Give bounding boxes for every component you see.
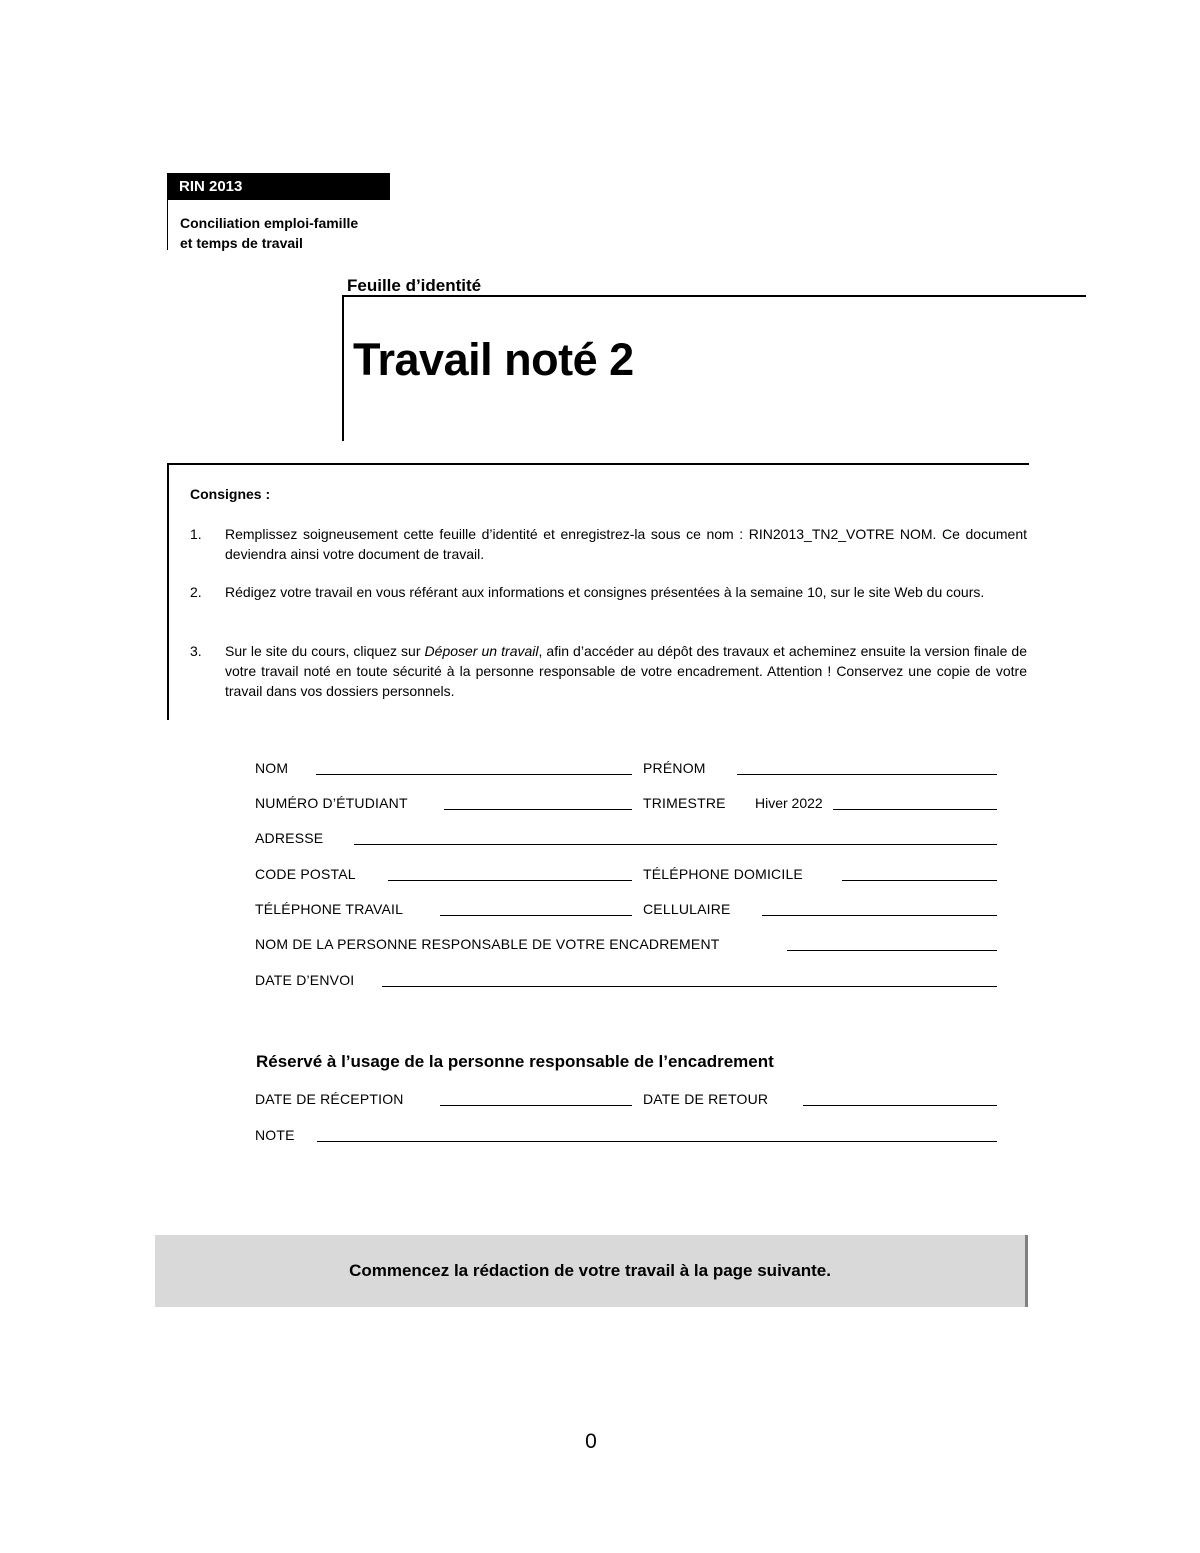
instruction-number: 1. [190,526,202,542]
date-retour-field[interactable] [803,1105,997,1106]
next-page-banner [155,1235,1028,1307]
banner-text: Commencez la rédaction de votre travail à la page suivante. [349,1261,831,1280]
nom-field[interactable] [316,774,632,775]
date-reception-field[interactable] [440,1105,632,1106]
adresse-field[interactable] [354,844,997,845]
responsable-label: NOM DE LA PERSONNE RESPONSABLE DE VOTRE ENCADREMENT [255,936,720,952]
cellulaire-label: CELLULAIRE [643,901,731,917]
course-title [167,200,390,250]
sheet-left-rule [342,295,344,441]
instruction-text-start: Sur le site du cours, cliquez sur [225,643,425,659]
instruction-item [190,641,1027,701]
adresse-label: ADRESSE [255,830,324,846]
note-label: NOTE [255,1127,295,1143]
numero-etudiant-label: NUMÉRO D’ÉTUDIANT [255,795,408,811]
code-postal-label: CODE POSTAL [255,866,356,882]
instruction-number: 3. [190,643,202,659]
deposit-link-text: Déposer un travail [424,643,539,659]
page-number: 0 [585,1430,597,1453]
date-envoi-field[interactable] [382,986,997,987]
telephone-domicile-label: TÉLÉPHONE DOMICILE [643,866,803,882]
trimestre-label: TRIMESTRE [643,795,726,811]
cellulaire-field[interactable] [762,915,997,916]
instruction-text: Rédigez votre travail en vous référant aux informations et consignes présentées à la semaine 10, sur le site Web du cours. [225,584,985,600]
consignes-left-rule [167,463,169,720]
date-envoi-label: DATE D’ENVOI [255,972,355,988]
sheet-label: Feuille d’identité [347,276,482,295]
nom-label: NOM [255,760,289,776]
reserved-heading: Réservé à l’usage de la personne responsable de l’encadrement [256,1052,774,1071]
telephone-travail-label: TÉLÉPHONE TRAVAIL [255,901,404,917]
course-title-line-2: et temps de travail [180,235,303,251]
instruction-number: 2. [190,584,202,600]
trimestre-field[interactable] [833,809,997,810]
sheet-top-rule [343,295,1086,297]
date-reception-label: DATE DE RÉCEPTION [255,1091,404,1107]
numero-etudiant-field[interactable] [444,809,632,810]
code-postal-field[interactable] [388,880,632,881]
telephone-domicile-field[interactable] [842,880,997,881]
responsable-field[interactable] [787,950,997,951]
date-retour-label: DATE DE RETOUR [643,1091,769,1107]
instruction-item [190,524,1027,564]
course-code: RIN 2013 [167,173,390,200]
course-title-line-1: Conciliation emploi-famille [180,215,359,231]
prenom-label: PRÉNOM [643,760,706,776]
consignes-heading: Consignes : [190,486,271,502]
prenom-field[interactable] [737,774,997,775]
instruction-text-end: , afin d’accéder au dépôt des travaux et acheminez ensuite la version finale de votre travail noté en toute sécurité à la personne responsable de votre encadrement. Attention ! Conservez une copie de votre travail dans vos dossiers personnels. [225,643,1027,699]
page-title: Travail noté 2 [353,334,634,385]
instruction-text [225,641,1027,701]
instruction-item [190,582,1027,602]
consignes-top-rule [167,463,1029,465]
trimestre-value: Hiver 2022 [755,795,823,811]
instruction-text: Remplissez soigneusement cette feuille d’identité et enregistrez-la sous ce nom : RIN2013_TN2_VOTRE NOM. Ce document deviendra ainsi votre document de travail. [225,526,1027,562]
note-field[interactable] [317,1141,997,1142]
telephone-travail-field[interactable] [440,915,632,916]
